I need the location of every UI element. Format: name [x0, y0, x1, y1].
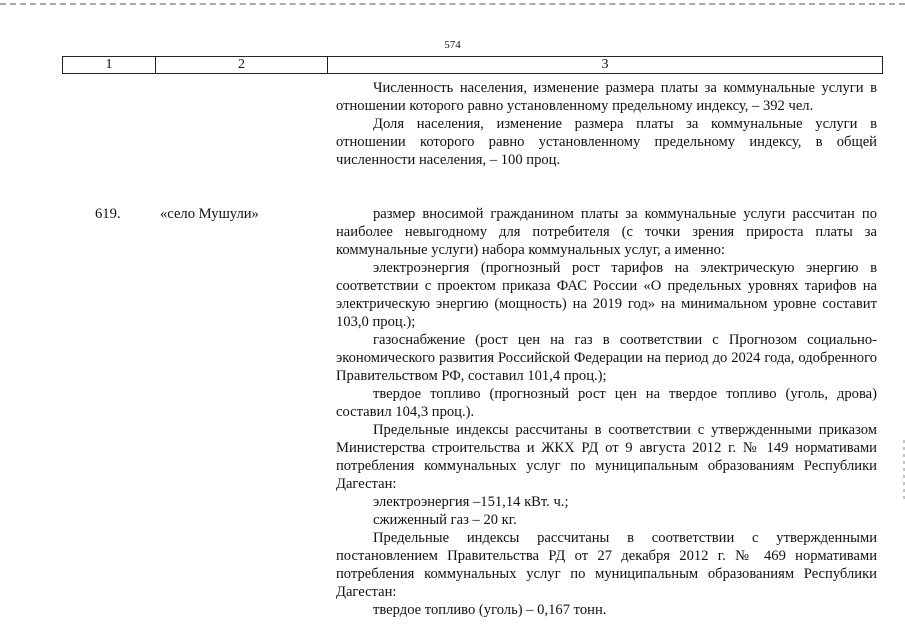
page-number: 574 — [444, 39, 461, 51]
continuation-paragraph: Доля населения, изменение размера платы за коммунальные услуги в отношении которого равно установленному предельному индексу, в общей численности населения, – 100 проц. — [336, 116, 877, 168]
row-paragraph: сжиженный газ – 20 кг. — [373, 512, 517, 528]
row-paragraph: электроэнергия (прогнозный рост тарифов на электрическую энергию в соответствии с проектом приказа ФАС России «О предельных уровнях тарифов на электрическую энергию (мощность) на 2019 год» на минимальном уровне составит 103,0 проц.); — [336, 260, 877, 330]
continuation-paragraph: Численность населения, изменение размера платы за коммунальные услуги в отношении которого равно установленному предельному индексу, – 392 чел. — [336, 80, 877, 114]
header-col-1: 1 — [63, 57, 156, 74]
row-paragraph: электроэнергия –151,14 кВт. ч.; — [373, 494, 569, 510]
table-header — [62, 56, 883, 74]
row-paragraph: Предельные индексы рассчитаны в соответствии с утвержденными постановлением Правительства РД от 27 декабря 2012 г. № 469 нормативами потребления коммунальных услуг по муниципальным образованиям Республики Дагестан: — [336, 530, 877, 600]
row-number: 619. — [95, 206, 121, 222]
header-col-2: 2 — [156, 57, 328, 74]
row-place-name: «село Мушули» — [160, 206, 259, 222]
row-description — [336, 205, 877, 619]
row-paragraph: размер вносимой гражданином платы за коммунальные услуги рассчитан по наиболее невыгодному для потребителя (с точки зрения прироста платы за коммунальные услуги) набора коммунальных услуг, а именно: — [336, 206, 877, 258]
row-paragraph: твердое топливо (прогнозный рост цен на твердое топливо (уголь, дрова) составил 104,3 проц.). — [336, 386, 877, 420]
row-paragraph: газоснабжение (рост цен на газ в соответствии с Прогнозом социально-экономического развития Российской Федерации на период до 2024 года, одобренного Правительством РФ, составил 101,4 проц.); — [336, 332, 877, 384]
row-paragraph: Предельные индексы рассчитаны в соответствии с утвержденными приказом Министерства строительства и ЖКХ РД от 9 августа 2012 г. № 149 нормативами потребления коммунальных услуг по муниципальным образованиям Республики Дагестан: — [336, 422, 877, 492]
row-paragraph: твердое топливо (уголь) – 0,167 тонн. — [373, 602, 607, 618]
header-col-3: 3 — [328, 57, 883, 74]
scan-top-edge — [0, 3, 905, 5]
continuation-text — [336, 79, 877, 169]
